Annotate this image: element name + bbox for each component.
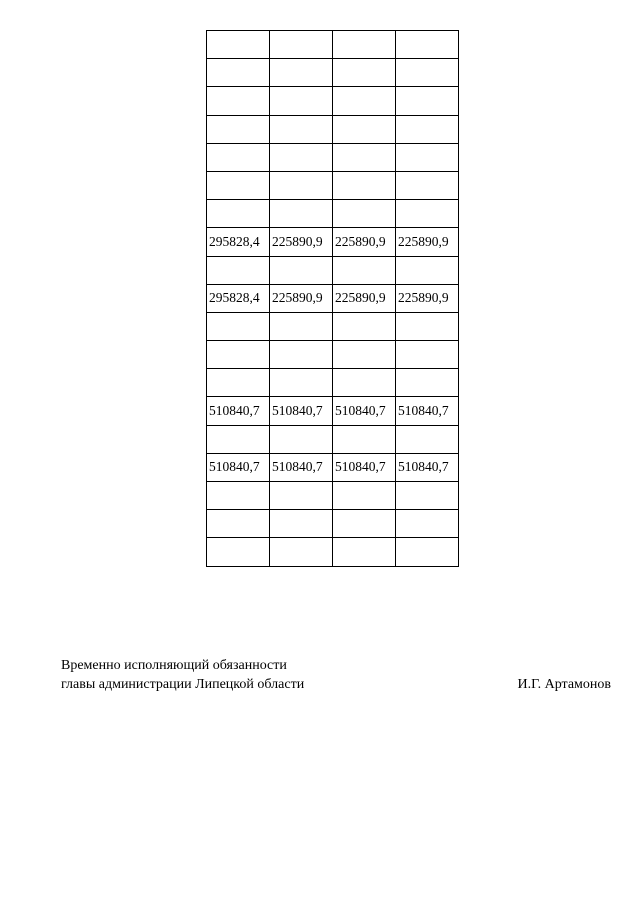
table-cell xyxy=(396,87,459,115)
table-row xyxy=(207,369,459,397)
table-cell xyxy=(333,115,396,143)
table-cell xyxy=(270,369,333,397)
table-cell: 225890,9 xyxy=(270,228,333,256)
table-cell xyxy=(270,538,333,566)
table-cell: 510840,7 xyxy=(333,397,396,425)
signatory-position-line-1: Временно исполняющий обязанности xyxy=(61,658,287,673)
table-cell xyxy=(207,341,270,369)
table-cell xyxy=(396,538,459,566)
table-cell xyxy=(396,510,459,538)
table-cell xyxy=(270,115,333,143)
table-cell xyxy=(207,256,270,284)
table-cell xyxy=(207,369,270,397)
table-cell xyxy=(396,200,459,228)
table-row xyxy=(207,228,459,256)
table-cell xyxy=(396,115,459,143)
table-row xyxy=(207,59,459,87)
table-cell xyxy=(207,59,270,87)
table-cell xyxy=(396,31,459,59)
table-row xyxy=(207,425,459,453)
table-body xyxy=(207,31,459,567)
table-cell xyxy=(396,143,459,171)
table-cell xyxy=(333,256,396,284)
table-row xyxy=(207,482,459,510)
signature-row xyxy=(61,675,611,694)
table-cell xyxy=(333,482,396,510)
table-cell xyxy=(270,31,333,59)
table-cell xyxy=(333,425,396,453)
table-cell xyxy=(396,369,459,397)
table-cell: 510840,7 xyxy=(396,453,459,481)
table-cell xyxy=(207,425,270,453)
signatory-name: И.Г. Артамонов xyxy=(517,677,611,692)
table-cell xyxy=(270,200,333,228)
table-row xyxy=(207,171,459,199)
table-row xyxy=(207,87,459,115)
table-row xyxy=(207,31,459,59)
table-cell xyxy=(207,115,270,143)
table-cell xyxy=(270,87,333,115)
table-cell xyxy=(207,143,270,171)
table-cell xyxy=(396,171,459,199)
table-row xyxy=(207,115,459,143)
table-row xyxy=(207,397,459,425)
table-cell xyxy=(396,482,459,510)
table-row xyxy=(207,453,459,481)
table-cell xyxy=(207,31,270,59)
table-cell: 295828,4 xyxy=(207,228,270,256)
table-cell: 225890,9 xyxy=(333,228,396,256)
data-table xyxy=(206,30,459,567)
table-cell xyxy=(396,59,459,87)
table-cell xyxy=(333,341,396,369)
table-cell xyxy=(207,538,270,566)
table-cell xyxy=(207,482,270,510)
table-cell xyxy=(396,256,459,284)
table-cell xyxy=(333,87,396,115)
table-cell xyxy=(207,87,270,115)
table-cell xyxy=(333,312,396,340)
table-cell xyxy=(333,510,396,538)
table-cell xyxy=(270,256,333,284)
table-cell: 225890,9 xyxy=(396,284,459,312)
table-cell xyxy=(207,312,270,340)
table-row xyxy=(207,256,459,284)
table-cell: 510840,7 xyxy=(270,453,333,481)
signature-block xyxy=(61,656,611,694)
table-cell: 225890,9 xyxy=(270,284,333,312)
table-cell xyxy=(270,312,333,340)
table-cell xyxy=(333,171,396,199)
table-cell: 510840,7 xyxy=(333,453,396,481)
signatory-position-line-2: главы администрации Липецкой области xyxy=(61,677,305,692)
table-cell xyxy=(270,482,333,510)
table-cell xyxy=(333,143,396,171)
table-cell xyxy=(333,31,396,59)
table-cell xyxy=(270,59,333,87)
table-cell: 510840,7 xyxy=(207,453,270,481)
table-cell: 295828,4 xyxy=(207,284,270,312)
table-row xyxy=(207,143,459,171)
table-cell xyxy=(270,341,333,369)
table-cell xyxy=(333,200,396,228)
table-cell xyxy=(207,510,270,538)
table-cell xyxy=(207,171,270,199)
table-row xyxy=(207,510,459,538)
table-cell xyxy=(333,59,396,87)
table-cell xyxy=(270,510,333,538)
table-row xyxy=(207,341,459,369)
table-cell xyxy=(270,171,333,199)
table-cell xyxy=(333,369,396,397)
table-cell xyxy=(396,425,459,453)
table-cell: 510840,7 xyxy=(396,397,459,425)
table-row xyxy=(207,312,459,340)
table-cell xyxy=(270,143,333,171)
table-cell xyxy=(396,341,459,369)
table-cell xyxy=(207,200,270,228)
table-row xyxy=(207,200,459,228)
table-row xyxy=(207,538,459,566)
table-cell: 225890,9 xyxy=(333,284,396,312)
table-row xyxy=(207,284,459,312)
table-cell xyxy=(396,312,459,340)
table-cell: 510840,7 xyxy=(207,397,270,425)
table-cell xyxy=(333,538,396,566)
table-cell: 225890,9 xyxy=(396,228,459,256)
table-cell: 510840,7 xyxy=(270,397,333,425)
table-cell xyxy=(270,425,333,453)
